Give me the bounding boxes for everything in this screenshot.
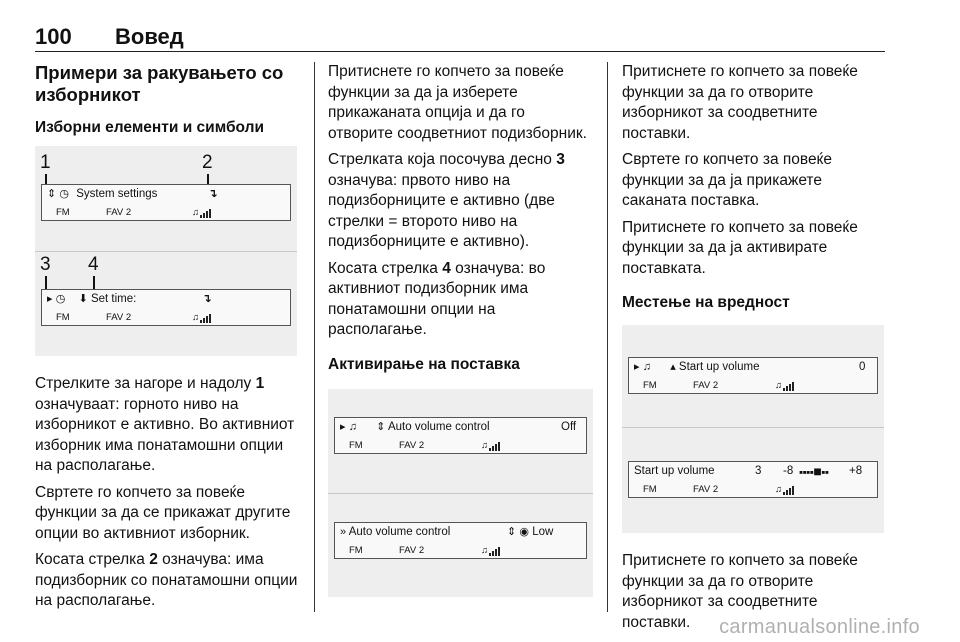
paragraph: Косата стрелка 2 означува: има подизборник со понатамошни опции на располагање. [35, 551, 298, 609]
slider-min: -8 [783, 465, 794, 477]
display-panel [628, 357, 878, 394]
music-note-icon: ♫ [642, 361, 651, 373]
column-1 [35, 62, 300, 612]
radio-selected-icon: ◉ [519, 525, 530, 538]
down-arrow-icon: ⬇ [78, 293, 88, 305]
callout-4: 4 [88, 254, 99, 275]
band-label: FM [56, 207, 70, 218]
paragraph: Свртете го копчето за повеќе функции за да ја прикажете саканата поставка. [622, 151, 832, 209]
submenu-arrow-icon: ↴ [208, 188, 218, 200]
band-label: FM [349, 439, 363, 451]
paragraph: Свртете го копчето за повеќе функции за да се прикажат другите опции во активниот изборник. [35, 483, 291, 542]
up-down-arrows-icon: ⇕ [507, 525, 517, 538]
paragraph: Стрелката која посочува десно 3 означува: првото ниво на подизборниците е активно (две стрелки = второто ниво на подизборниците е активно). [328, 151, 565, 250]
double-right-arrow-icon: » [340, 525, 347, 538]
panel-title: Auto volume control [387, 420, 490, 433]
right-arrow-icon: ▸ [47, 293, 53, 305]
up-arrow-icon: ▴ [670, 361, 676, 373]
separator [35, 251, 297, 252]
panel-title: Start up volume [678, 361, 760, 373]
fav-label: FAV 2 [399, 439, 425, 451]
signal-icon: ♫ [192, 312, 211, 323]
section-title: Вовед [115, 24, 184, 49]
paragraph: Косата стрелка 4 означува: во активниот подизборник има понатамошни опции на располагање. [328, 259, 546, 338]
column-3 [622, 62, 887, 633]
fav-label: FAV 2 [399, 544, 425, 556]
panel-value: 3 [755, 465, 762, 477]
display-panel [334, 417, 587, 454]
display-panel [41, 289, 291, 326]
up-down-arrows-icon: ⇕ [376, 420, 386, 433]
clock-icon: ◷ [59, 188, 70, 200]
subheading: Изборни елементи и симболи [35, 119, 264, 136]
subheading: Активирање на поставка [328, 355, 520, 373]
separator [328, 493, 593, 494]
callout-line [93, 276, 95, 290]
watermark: carmanualsonline.info [719, 616, 920, 638]
callout-2: 2 [202, 152, 213, 173]
section-heading: Примери за ракувањето со изборникот [35, 62, 284, 105]
fav-label: FAV 2 [106, 312, 132, 323]
fav-label: FAV 2 [693, 380, 719, 391]
signal-icon: ♫ [481, 440, 500, 451]
signal-icon: ♫ [192, 207, 211, 218]
panel-value: 0 [859, 361, 866, 373]
display-panel [628, 461, 878, 498]
fav-label: FAV 2 [693, 484, 719, 495]
activate-setting-figure [328, 389, 593, 597]
subheading: Местење на вредност [622, 294, 790, 311]
panel-value: Low [532, 525, 554, 538]
display-panel [334, 522, 587, 559]
column-2 [328, 62, 593, 597]
display-panel [41, 184, 291, 221]
up-down-arrows-icon: ⇕ [47, 188, 57, 200]
callout-1: 1 [40, 152, 51, 173]
panel-title: Start up volume [634, 465, 715, 477]
band-label: FM [643, 380, 657, 391]
paragraph: Притиснете го копчето за повеќе функции за да ја активирате поставката. [622, 218, 858, 277]
panel-title: System settings [76, 188, 158, 200]
paragraph: Притиснете го копчето за повеќе функции за да го отворите изборникот за соодветните поставки. [622, 63, 858, 142]
paragraph: Стрелките за нагоре и надолу 1 означуваат: горното ниво на изборникот е активно. Во активниот изборник има понатамошни опции на располагање. [35, 375, 295, 474]
page-number: 100 [35, 24, 72, 49]
column-divider [314, 62, 315, 612]
column-divider [607, 62, 608, 612]
panel-value: Off [561, 420, 577, 433]
band-label: FM [643, 484, 657, 495]
separator [622, 427, 884, 428]
panel-title: Set time: [90, 293, 137, 305]
signal-icon: ♫ [481, 545, 500, 556]
paragraph: Притиснете го копчето за повеќе функции за да ја изберете прикажаната опција и да го отворите соодветниот подизборник. [328, 63, 587, 142]
callout-3: 3 [40, 254, 51, 275]
right-arrow-icon: ▸ [340, 420, 346, 433]
menu-symbols-figure [35, 146, 297, 356]
submenu-arrow-icon: ↴ [202, 293, 212, 305]
band-label: FM [349, 544, 363, 556]
slider-max: +8 [849, 465, 863, 477]
adjust-value-figure [622, 325, 884, 533]
music-note-icon: ♫ [348, 420, 357, 433]
paragraph: Притиснете го копчето за повеќе функции за да го отворите изборникот за соодветните поставки. [622, 552, 858, 631]
page-header [35, 22, 885, 52]
signal-icon: ♫ [775, 380, 794, 391]
clock-icon: ◷ [55, 293, 66, 305]
fav-label: FAV 2 [106, 207, 132, 218]
signal-icon: ♫ [775, 484, 794, 495]
band-label: FM [56, 312, 70, 323]
callout-line [45, 276, 47, 290]
right-arrow-icon: ▸ [634, 361, 640, 373]
value-slider: ▪▪▪▪■▪▪ [799, 463, 829, 479]
panel-title: Auto volume control [348, 525, 451, 538]
